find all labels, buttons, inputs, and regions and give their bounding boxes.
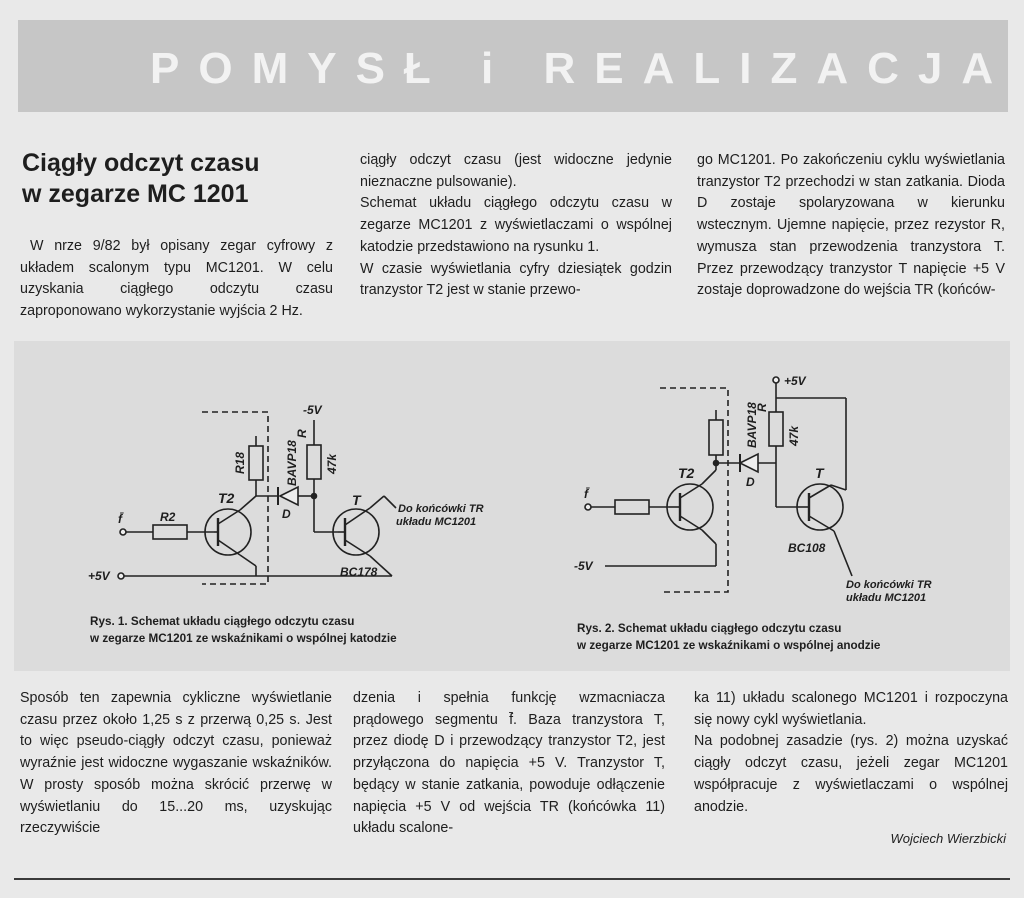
article-title-line1: Ciągły odczyt czasu [22, 149, 260, 177]
fig1-t-type: BC178 [340, 565, 378, 579]
diode-d [280, 487, 298, 505]
fig2-out-line1: Do końcówki TR [846, 579, 932, 591]
fig2-r-label: R [755, 403, 769, 412]
fig1-r2-label: R2 [160, 510, 176, 524]
paragraph: ciągły odczyt czasu (jest widoczne jedynie nieznaczne pulsowanie). [360, 152, 672, 190]
author: Wojciech Wierzbicki [890, 831, 1006, 846]
fig2-supply-pos: +5V [784, 374, 806, 388]
fig1-t2-label: T2 [218, 490, 235, 506]
resistor-collector [709, 420, 723, 455]
fig1-r18-label: R18 [233, 451, 247, 474]
resistor-r2 [153, 525, 187, 539]
caption-line: w zegarze MC1201 ze wskaźnikami o wspólnej anodzie [577, 639, 881, 652]
fig2-d-label: D [746, 475, 755, 489]
fig2-t-label: T [815, 465, 824, 481]
fig1-out-line1: Do końcówki TR [398, 503, 484, 515]
article-title-line2: w zegarze MC 1201 [22, 180, 249, 208]
diode-d [740, 454, 758, 472]
caption-line: Rys. 2. Schemat układu ciągłego odczytu czasu [577, 622, 842, 635]
section-title: POMYSŁ i REALIZACJA [150, 44, 1013, 93]
paragraph: go MC1201. Po zakończeniu cyklu wyświetlania tranzystor T2 przechodzi w stan zatkania. Dioda D zostaje spolaryzowana w kierunku wstecznym. Ujemne napięcie, przez rezystor R, wymusza stan przewodzenia tranzystora T. Przez przewodzący tranzystor T napięcie +5 V zostaje doprowadzone do wejścia TR (końców- [697, 152, 1005, 299]
resistor-r [307, 445, 321, 479]
fig1-t-label: T [352, 492, 361, 508]
resistor-r [769, 412, 783, 446]
fig2-t-type: BC108 [788, 541, 826, 555]
fig1-r-value: 47k [325, 453, 339, 474]
fig2-input-label: f̄ [584, 487, 588, 501]
resistor-input [615, 500, 649, 514]
paragraph: Na podobnej zasadzie (rys. 2) można uzyskać ciągły odczyt czasu, jeżeli zegar MC1201 współpracuje z wyświetlaczami o wspólnej anodzie. [694, 733, 1008, 815]
fig2-supply-neg: -5V [574, 559, 593, 573]
column-4 [20, 688, 332, 840]
resistor-r18 [249, 446, 263, 480]
column-5 [353, 688, 665, 840]
fig1-input-label: f̄ [118, 512, 122, 526]
paragraph: W czasie wyświetlania cyfry dziesiątek godzin tranzystor T2 jest w stanie przewo- [360, 260, 672, 299]
paragraph: W nrze 9/82 był opisany zegar cyfrowy z układem scalonym typu MC1201. W celu uzyskania ciągłego odczytu czasu zaproponowano wykorzystanie wyjścia 2 Hz. [20, 238, 333, 320]
paragraph: ka 11) układu scalonego MC1201 i rozpoczyna się nowy cykl wyświetlania. [694, 690, 1008, 728]
bottom-rule [14, 878, 1010, 880]
fig2-t2-label: T2 [678, 465, 695, 481]
caption-line: Rys. 1. Schemat układu ciągłego odczytu czasu [90, 615, 355, 628]
fig1-supply-neg: -5V [303, 403, 322, 417]
paragraph: dzenia i spełnia funkcję wzmacniacza prądowego segmentu f̄. Baza tranzystora T, przez diodę D i przewodzący tranzystor T2, jest przyłączona do napięcia +5 V. Tranzystor T, będący w stanie zatkania, powoduje odłączenie napięcia +5 V od wejścia TR (końcówka 11) układu scalone- [353, 690, 665, 837]
fig1-supply-pos: +5V [88, 569, 110, 583]
paragraph: Schemat układu ciągłego odczytu czasu w zegarze MC1201 z wyświetlaczami o wspólnej katodzie przedstawiono na rysunku 1. [360, 195, 672, 255]
schematic-2 [585, 377, 852, 592]
fig1-r-label: R [295, 429, 309, 438]
fig2-out-line2: układu MC1201 [846, 592, 927, 604]
fig1-diode-label: BAVP18 [285, 440, 299, 486]
fig1-d-label: D [282, 507, 291, 521]
paragraph: Sposób ten zapewnia cykliczne wyświetlanie czasu przez około 1,25 s z przerwą 0,25 s. Jest to więc pseudo-ciągły odczyt czasu, ponieważ wyraźnie jest widoczne wygaszanie wskaźników. W prosty sposób można skrócić przerwę w wyświetlaniu do 15...20 ms, uzyskując rzeczywiście [20, 690, 332, 837]
figure-1-caption [90, 613, 397, 647]
fig2-diode-label: BAVP18 [745, 402, 759, 448]
caption-line: w zegarze MC1201 ze wskaźnikami o wspólnej katodzie [90, 632, 397, 645]
fig2-r-value: 47k [787, 425, 801, 446]
fig1-out-line2: układu MC1201 [396, 516, 477, 528]
figure-2-caption [577, 620, 880, 654]
column-6 [694, 688, 1008, 818]
